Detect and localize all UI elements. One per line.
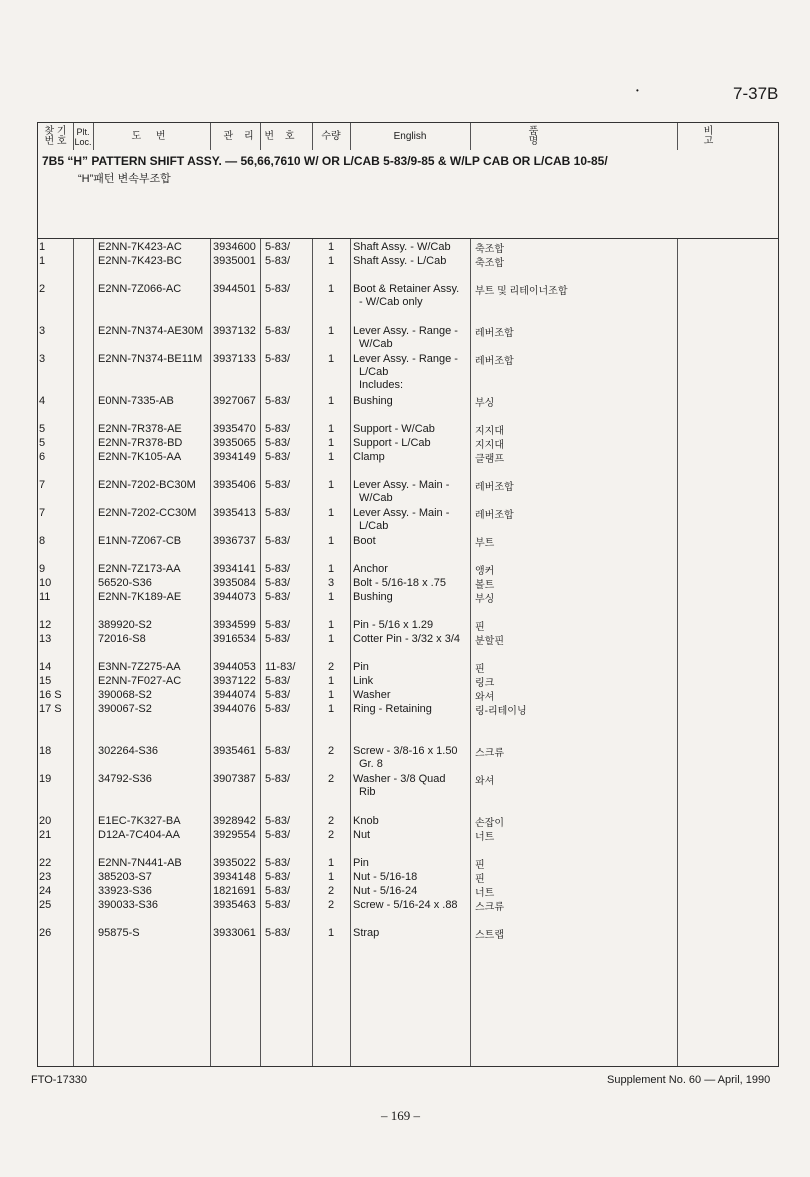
korean-description: 축조합: [475, 244, 504, 255]
ref-number: 20: [39, 815, 52, 827]
quantity: 1: [328, 857, 335, 869]
management-number: 3935413: [213, 507, 256, 519]
effective-date: 5-83/: [265, 703, 291, 715]
ref-number: 9: [39, 563, 46, 575]
korean-description: 부싱: [475, 398, 495, 409]
english-description: Shaft Assy. - W/Cab: [353, 241, 451, 253]
ref-number: 19: [39, 773, 52, 785]
part-number: 33923-S36: [98, 885, 152, 897]
part-number: 385203-S7: [98, 871, 152, 883]
part-number: 56520-S36: [98, 577, 152, 589]
quantity: 3: [328, 577, 335, 589]
ref-number: 26: [39, 927, 52, 939]
management-number: 3933061: [213, 927, 256, 939]
english-description: Nut: [353, 829, 371, 841]
korean-description: 와셔: [475, 776, 495, 787]
quantity: 1: [328, 507, 335, 519]
korean-description: 손잡이: [475, 818, 504, 829]
english-description: L/Cab: [359, 366, 389, 378]
header-qty: 수량: [321, 130, 341, 142]
part-number: E1NN-7Z067-CB: [98, 535, 182, 547]
quantity: 2: [328, 899, 335, 911]
header-ref-line1: 찾 기: [44, 125, 67, 137]
management-number: 3934141: [213, 563, 256, 575]
korean-description: 축조합: [475, 258, 504, 269]
korean-description: 앵커: [475, 566, 495, 577]
korean-description: 스트랩: [475, 930, 504, 941]
effective-date: 5-83/: [265, 675, 291, 687]
header-ref: [38, 123, 73, 150]
effective-date: 5-83/: [265, 479, 291, 491]
management-number: 3934148: [213, 871, 256, 883]
effective-date: 5-83/: [265, 563, 291, 575]
part-number: 390033-S36: [98, 899, 158, 911]
effective-date: 5-83/: [265, 871, 291, 883]
management-number: 3907387: [213, 773, 256, 785]
english-description: Includes:: [359, 379, 404, 391]
header-plt: [73, 123, 93, 150]
effective-date: 5-83/: [265, 255, 291, 267]
ref-number: 7: [39, 507, 46, 519]
part-number: E2NN-7K423-BC: [98, 255, 182, 267]
part-number: 72016-S8: [98, 633, 146, 645]
col-divider: [210, 123, 211, 1066]
effective-date: 5-83/: [265, 633, 291, 645]
group-subtitle: “H”패턴 변속부조합: [78, 173, 171, 185]
english-description: Shaft Assy. - L/Cab: [353, 255, 447, 267]
col-divider: [260, 123, 261, 1066]
part-number: 95875-S: [98, 927, 140, 939]
effective-date: 5-83/: [265, 241, 291, 253]
quantity: 1: [328, 563, 335, 575]
effective-date: 5-83/: [265, 745, 291, 757]
group-heading: [38, 150, 778, 239]
english-description: Washer: [353, 689, 391, 701]
header-plt-line1: Plt.: [76, 126, 90, 137]
english-description: Washer - 3/8 Quad: [353, 773, 446, 785]
bottom-page-number: – 169 –: [381, 1108, 420, 1123]
ref-number: 3: [39, 325, 46, 337]
korean-description: 링-리테이닝: [475, 706, 527, 717]
english-description: - W/Cab only: [359, 296, 423, 308]
header-korean: 품 명: [528, 125, 619, 147]
quantity: 1: [328, 535, 335, 547]
group-title: 7B5 “H” PATTERN SHIFT ASSY. — 56,66,7610 W/ OR L/CAB 5-83/9-85 & W/LP CAB OR L/CAB 10-85/: [42, 154, 608, 168]
english-description: Boot: [353, 535, 376, 547]
english-description: Link: [353, 675, 374, 687]
ref-number: 3: [39, 353, 46, 365]
ref-number: 15: [39, 675, 52, 687]
english-description: W/Cab: [359, 338, 393, 350]
quantity: 2: [328, 885, 335, 897]
col-divider: [73, 123, 74, 1066]
management-number: 1821691: [213, 885, 256, 897]
korean-description: 지지대: [475, 440, 504, 451]
scan-speck: •: [636, 86, 639, 95]
effective-date: 5-83/: [265, 437, 291, 449]
management-number: 3935463: [213, 899, 256, 911]
quantity: 1: [328, 451, 335, 463]
ref-number: 25: [39, 899, 52, 911]
english-description: Nut - 5/16-24: [353, 885, 418, 897]
part-number: E2NN-7Z173-AA: [98, 563, 181, 575]
ref-number: 22: [39, 857, 52, 869]
korean-description: 핀: [475, 874, 485, 885]
english-description: Boot & Retainer Assy.: [353, 283, 460, 295]
part-number: E2NN-7N374-AE30M: [98, 325, 204, 337]
footer-doc-code: FTO-17330: [31, 1074, 88, 1086]
effective-date: 5-83/: [265, 395, 291, 407]
korean-description: 분할핀: [475, 636, 504, 647]
effective-date: 5-83/: [265, 325, 291, 337]
effective-date: 5-83/: [265, 927, 291, 939]
part-number: E0NN-7335-AB: [98, 395, 174, 407]
effective-date: 5-83/: [265, 507, 291, 519]
part-number: E2NN-7N441-AB: [98, 857, 182, 869]
ref-number: 14: [39, 661, 52, 673]
english-description: Support - W/Cab: [353, 423, 435, 435]
management-number: 3936737: [213, 535, 256, 547]
part-number: E2NN-7R378-BD: [98, 437, 183, 449]
quantity: 1: [328, 871, 335, 883]
part-number: E1EC-7K327-BA: [98, 815, 181, 827]
quantity: 1: [328, 675, 335, 687]
quantity: 2: [328, 773, 335, 785]
management-number: 3934600: [213, 241, 256, 253]
management-number: 3944074: [213, 689, 256, 701]
effective-date: 5-83/: [265, 451, 291, 463]
ref-number: 24: [39, 885, 52, 897]
ref-number: 7: [39, 479, 46, 491]
effective-date: 5-83/: [265, 535, 291, 547]
col-divider: [93, 123, 94, 1066]
effective-date: 5-83/: [265, 423, 291, 435]
korean-description: 지지대: [475, 426, 504, 437]
quantity: 1: [328, 619, 335, 631]
management-number: 3934149: [213, 451, 256, 463]
korean-description: 링크: [475, 678, 495, 689]
header-remarks: 비 고: [703, 125, 754, 147]
english-description: Rib: [359, 786, 376, 798]
header-ref-line2: 번 호: [44, 135, 67, 147]
ref-number: 12: [39, 619, 52, 631]
quantity: 1: [328, 325, 335, 337]
quantity: 1: [328, 927, 335, 939]
management-number: 3944076: [213, 703, 256, 715]
english-description: Pin: [353, 661, 369, 673]
ref-number: 5: [39, 423, 46, 435]
effective-date: 5-83/: [265, 815, 291, 827]
quantity: 1: [328, 283, 335, 295]
ref-number: 4: [39, 395, 46, 407]
english-description: Strap: [353, 927, 380, 939]
management-number: 3944501: [213, 283, 256, 295]
ref-number: 1: [39, 255, 46, 267]
page-number: 7-37B: [733, 84, 779, 103]
korean-description: 레버조합: [475, 482, 514, 493]
effective-date: 5-83/: [265, 283, 291, 295]
english-description: Lever Assy. - Range -: [353, 325, 458, 337]
management-number: 3929554: [213, 829, 256, 841]
part-number: E2NN-7202-BC30M: [98, 479, 196, 491]
korean-description: 너트: [475, 888, 495, 899]
english-description: Nut - 5/16-18: [353, 871, 418, 883]
header-part: 도 번: [131, 130, 172, 142]
quantity: 1: [328, 591, 335, 603]
quantity: 1: [328, 395, 335, 407]
english-description: Ring - Retaining: [353, 703, 432, 715]
quantity: 1: [328, 255, 335, 267]
korean-description: 스크류: [475, 902, 504, 913]
korean-description: 핀: [475, 860, 485, 871]
quantity: 1: [328, 479, 335, 491]
korean-description: 부싱: [475, 594, 495, 605]
ref-number: 11: [39, 591, 51, 603]
ref-number: 16 S: [39, 689, 62, 701]
part-number: D12A-7C404-AA: [98, 829, 180, 841]
korean-description: 레버조합: [475, 510, 514, 521]
korean-description: 클램프: [475, 454, 504, 465]
ref-number: 18: [39, 745, 52, 757]
management-number: 3916534: [213, 633, 256, 645]
korean-description: 핀: [475, 664, 485, 675]
korean-description: 너트: [475, 832, 495, 843]
quantity: 1: [328, 423, 335, 435]
header-mgmt: 관 리 번 호: [223, 130, 299, 142]
english-description: W/Cab: [359, 492, 393, 504]
part-number: E2NN-7202-CC30M: [98, 507, 197, 519]
ref-number: 21: [39, 829, 52, 841]
part-number: E2NN-7N374-BE11M: [98, 353, 203, 365]
management-number: 3927067: [213, 395, 256, 407]
korean-description: 부트: [475, 538, 495, 549]
effective-date: 5-83/: [265, 885, 291, 897]
korean-description: 와셔: [475, 692, 495, 703]
header-plt-line2: Loc.: [74, 136, 92, 147]
english-description: Anchor: [353, 563, 388, 575]
col-divider: [677, 123, 678, 1066]
korean-description: 스크류: [475, 748, 504, 759]
effective-date: 5-83/: [265, 591, 291, 603]
korean-description: 레버조합: [475, 328, 514, 339]
ref-number: 1: [39, 241, 46, 253]
quantity: 1: [328, 353, 335, 365]
part-number: E2NN-7F027-AC: [98, 675, 182, 687]
footer-supplement: Supplement No. 60 — April, 1990: [607, 1074, 771, 1086]
quantity: 1: [328, 703, 335, 715]
part-number: 302264-S36: [98, 745, 158, 757]
english-description: Support - L/Cab: [353, 437, 431, 449]
english-description: Pin: [353, 857, 369, 869]
english-description: L/Cab: [359, 520, 389, 532]
management-number: 3937133: [213, 353, 256, 365]
management-number: 3944073: [213, 591, 256, 603]
part-number: E2NN-7R378-AE: [98, 423, 182, 435]
english-description: Knob: [353, 815, 379, 827]
effective-date: 5-83/: [265, 829, 291, 841]
management-number: 3935001: [213, 255, 256, 267]
management-number: 3944053: [213, 661, 256, 673]
effective-date: 5-83/: [265, 619, 291, 631]
quantity: 1: [328, 437, 335, 449]
english-description: Cotter Pin - 3/32 x 3/4: [353, 633, 460, 645]
effective-date: 5-83/: [265, 689, 291, 701]
effective-date: 5-83/: [265, 353, 291, 365]
header-english: English: [393, 130, 427, 142]
english-description: Screw - 3/8-16 x 1.50: [353, 745, 458, 757]
col-divider: [470, 123, 471, 1066]
english-description: Clamp: [353, 451, 385, 463]
effective-date: 5-83/: [265, 857, 291, 869]
english-description: Screw - 5/16-24 x .88: [353, 899, 458, 911]
management-number: 3937122: [213, 675, 256, 687]
parts-table: [37, 122, 779, 1067]
effective-date: 5-83/: [265, 577, 291, 589]
effective-date: 5-83/: [265, 899, 291, 911]
table-header: [38, 123, 778, 151]
ref-number: 8: [39, 535, 46, 547]
english-description: Lever Assy. - Main -: [353, 479, 450, 491]
english-description: Pin - 5/16 x 1.29: [353, 619, 434, 631]
management-number: 3928942: [213, 815, 256, 827]
management-number: 3937132: [213, 325, 256, 337]
management-number: 3934599: [213, 619, 256, 631]
ref-number: 5: [39, 437, 46, 449]
english-description: Gr. 8: [359, 758, 383, 770]
management-number: 3935461: [213, 745, 256, 757]
korean-description: 볼트: [475, 580, 495, 591]
english-description: Bushing: [353, 395, 393, 407]
english-description: Lever Assy. - Main -: [353, 507, 450, 519]
management-number: 3935406: [213, 479, 256, 491]
part-number: E2NN-7K189-AE: [98, 591, 182, 603]
ref-number: 17 S: [39, 703, 62, 715]
korean-description: 핀: [475, 622, 485, 633]
management-number: 3935022: [213, 857, 256, 869]
part-number: 34792-S36: [98, 773, 152, 785]
quantity: 2: [328, 829, 335, 841]
part-number: 389920-S2: [98, 619, 152, 631]
quantity: 1: [328, 633, 335, 645]
quantity: 2: [328, 661, 335, 673]
col-divider: [312, 123, 313, 1066]
management-number: 3935084: [213, 577, 256, 589]
ref-number: 23: [39, 871, 52, 883]
ref-number: 2: [39, 283, 46, 295]
part-number: 390067-S2: [98, 703, 152, 715]
ref-number: 13: [39, 633, 52, 645]
effective-date: 5-83/: [265, 773, 291, 785]
english-description: Bolt - 5/16-18 x .75: [353, 577, 446, 589]
part-number: E2NN-7K423-AC: [98, 241, 182, 253]
effective-date: 11-83/: [265, 661, 296, 673]
english-description: Lever Assy. - Range -: [353, 353, 458, 365]
korean-description: 레버조합: [475, 356, 514, 367]
korean-description: 부트 및 리테이너조합: [475, 286, 568, 297]
quantity: 1: [328, 241, 335, 253]
part-number: E2NN-7K105-AA: [98, 451, 182, 463]
ref-number: 6: [39, 451, 46, 463]
quantity: 2: [328, 745, 335, 757]
management-number: 3935470: [213, 423, 256, 435]
part-number: E2NN-7Z066-AC: [98, 283, 182, 295]
col-divider: [350, 123, 351, 1066]
ref-number: 10: [39, 577, 52, 589]
management-number: 3935065: [213, 437, 256, 449]
part-number: E3NN-7Z275-AA: [98, 661, 181, 673]
quantity: 2: [328, 815, 335, 827]
part-number: 390068-S2: [98, 689, 152, 701]
english-description: Bushing: [353, 591, 393, 603]
quantity: 1: [328, 689, 335, 701]
